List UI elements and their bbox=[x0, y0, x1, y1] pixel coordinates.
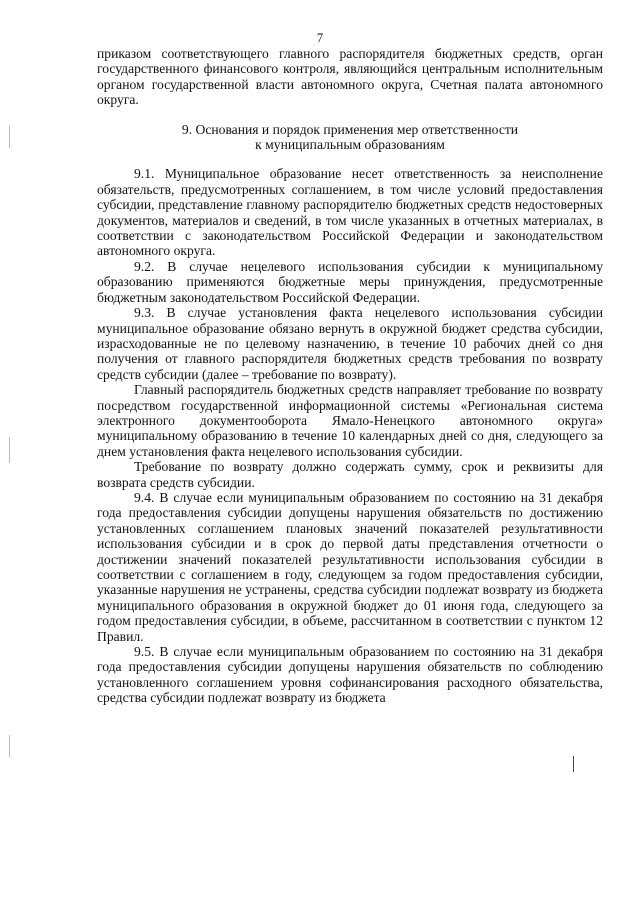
document-body bbox=[97, 46, 603, 706]
page-number: 7 bbox=[316, 31, 324, 45]
paragraph-9-1: 9.1. Муниципальное образование несет ответственность за неисполнение обязательств, предусмотренных соглашением, в том числе условий предоставления субсидии, представление главному распорядителю бюджетных средств недостоверных документов, материалов и сведений, в том числе указанных в отчетных материалах, в соответствии с законодательством Российской Федерации и законодательством автономного округа. bbox=[97, 166, 603, 259]
paragraph-9-2: 9.2. В случае нецелевого использования субсидии к муниципальному образованию применяются бюджетные меры принуждения, предусмотренные бюджетным законодательством Российской Федерации. bbox=[97, 258, 603, 305]
paragraph-9-5: 9.5. В случае если муниципальным образованием по состоянию на 31 декабря года предоставления субсидии допущены нарушения обязательств по соблюдению установленного соглашением уровня софинансирования расходного обязательства, средства субсидии подлежат возврату из бюджета bbox=[97, 644, 603, 706]
scan-margin-mark-middle bbox=[9, 437, 10, 463]
section-heading bbox=[97, 122, 603, 153]
continued-paragraph: приказом соответствующего главного распорядителя бюджетных средств, орган государственного финансового контроля, являющийся центральным исполнительным органом государственной власти автономного округа, Счетная палата автономного округа. bbox=[97, 46, 603, 108]
scan-artifact-mark bbox=[573, 756, 574, 772]
section-heading-line-2: к муниципальным образованиям bbox=[255, 137, 445, 153]
scan-margin-mark-bottom bbox=[9, 735, 10, 757]
paragraph-return-requirement-procedure: Главный распорядитель бюджетных средств направляет требование по возврату посредством государственной информационной системы «Региональная система электронного документооборота Ямало-Ненецкого автономного округа» муниципальному образованию в течение 10 календарных дней со дня, следующего за днем установления факта нецелевого использования субсидии. bbox=[97, 382, 603, 459]
paragraph-return-requirement-contents: Требование по возврату должно содержать сумму, срок и реквизиты для возврата средств субсидии. bbox=[97, 459, 603, 490]
scan-margin-mark-top bbox=[9, 126, 10, 148]
paragraph-9-4: 9.4. В случае если муниципальным образованием по состоянию на 31 декабря года предоставления субсидии допущены нарушения обязательств по достижению установленных соглашением плановых значений показателей результативности использования субсидии и в срок до первой даты представления отчетности о достижении значений показателей результативности использования субсидии в соответствии с соглашением в году, следующем за годом предоставления субсидии, указанные нарушения не устранены, средства субсидии подлежат возврату из бюджета муниципального образования в окружной бюджет до 01 июня года, следующего за годом предоставления субсидии, в объеме, рассчитанном в соответствии с пунктом 12 Правил. bbox=[97, 489, 603, 644]
paragraph-9-3: 9.3. В случае установления факта нецелевого использования субсидии муниципальное образование обязано вернуть в окружной бюджет средства субсидии, израсходованные не по целевому назначению, в течение 10 рабочих дней со дня получения от главного распорядителя бюджетных средств требования по возврату средств субсидии (далее – требование по возврату). bbox=[97, 305, 603, 382]
section-heading-line-1: 9. Основания и порядок применения мер ответственности bbox=[181, 121, 519, 137]
